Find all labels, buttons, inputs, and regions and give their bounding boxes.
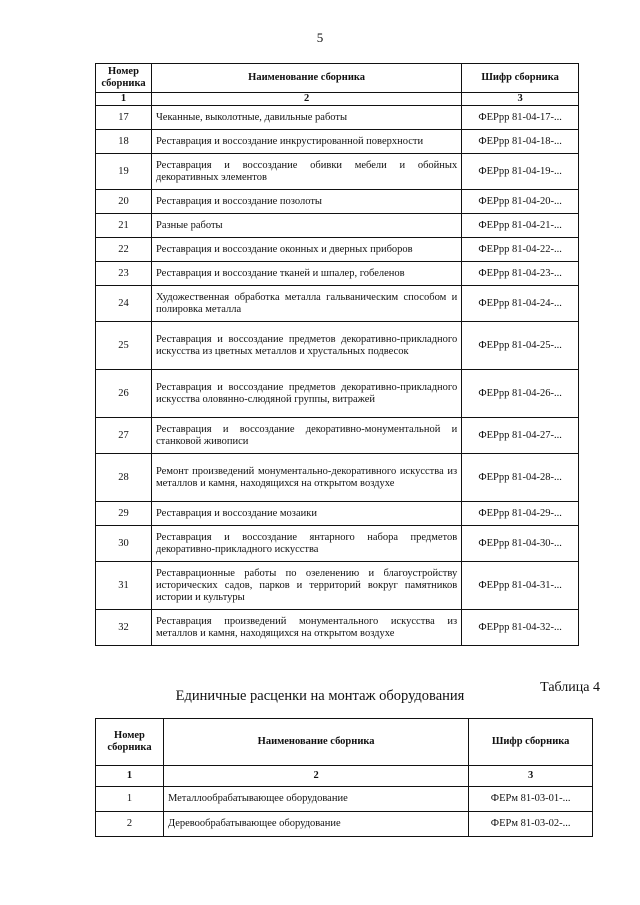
header-number: Номер сборника — [96, 64, 152, 93]
row-name: Художественная обработка металла гальваническим способом и полировка металла — [151, 286, 461, 322]
row-code: ФЕРрр 81-04-25-... — [462, 322, 579, 370]
table-row — [96, 238, 579, 262]
row-code: ФЕРрр 81-04-24-... — [462, 286, 579, 322]
header-code: Шифр сборника — [469, 719, 593, 766]
column-index: 3 — [469, 766, 593, 787]
column-index: 1 — [96, 93, 152, 106]
table-row — [96, 812, 593, 837]
column-index-row — [96, 766, 593, 787]
row-code: ФЕРрр 81-04-19-... — [462, 154, 579, 190]
row-code: ФЕРрр 81-04-32-... — [462, 610, 579, 646]
row-name: Реставрация и воссоздание обивки мебели и обойных декоративных элементов — [151, 154, 461, 190]
row-name: Реставрация и воссоздание предметов декоративно-прикладного искусства оловянно-слюдяной группы, витражей — [151, 370, 461, 418]
row-name: Чеканные, выколотные, давильные работы — [151, 106, 461, 130]
row-code: ФЕРм 81-03-01-... — [469, 787, 593, 812]
row-code: ФЕРрр 81-04-18-... — [462, 130, 579, 154]
table-body — [96, 106, 579, 646]
table-row — [96, 106, 579, 130]
row-number: 17 — [96, 106, 152, 130]
table-row — [96, 286, 579, 322]
row-code: ФЕРрр 81-04-30-... — [462, 526, 579, 562]
row-number: 24 — [96, 286, 152, 322]
row-number: 18 — [96, 130, 152, 154]
collections-table-1 — [95, 63, 579, 646]
row-number: 22 — [96, 238, 152, 262]
table-row — [96, 610, 579, 646]
row-number: 27 — [96, 418, 152, 454]
row-number: 32 — [96, 610, 152, 646]
table-row — [96, 262, 579, 286]
table-header-row — [96, 64, 579, 93]
table-row — [96, 418, 579, 454]
row-code: ФЕРрр 81-04-22-... — [462, 238, 579, 262]
row-number: 1 — [96, 787, 164, 812]
header-name: Наименование сборника — [163, 719, 468, 766]
row-code: ФЕРрр 81-04-17-... — [462, 106, 579, 130]
row-number: 31 — [96, 562, 152, 610]
row-number: 29 — [96, 502, 152, 526]
row-code: ФЕРрр 81-04-31-... — [462, 562, 579, 610]
table-header-row — [96, 719, 593, 766]
table-label: Таблица 4 — [540, 680, 600, 695]
row-code: ФЕРрр 81-04-28-... — [462, 454, 579, 502]
table-body — [96, 787, 593, 837]
row-number: 21 — [96, 214, 152, 238]
row-code: ФЕРрр 81-04-27-... — [462, 418, 579, 454]
row-name: Деревообрабатывающее оборудование — [163, 812, 468, 837]
column-index: 2 — [163, 766, 468, 787]
table-row — [96, 154, 579, 190]
row-name: Реставрация и воссоздание предметов декоративно-прикладного искусства из цветных металлов и хрустальных подвесок — [151, 322, 461, 370]
table-row — [96, 454, 579, 502]
row-name: Реставрация и воссоздание оконных и дверных приборов — [151, 238, 461, 262]
row-code: ФЕРрр 81-04-26-... — [462, 370, 579, 418]
row-name: Реставрация и воссоздание инкрустированной поверхности — [151, 130, 461, 154]
table-row — [96, 526, 579, 562]
row-number: 25 — [96, 322, 152, 370]
table-row — [96, 502, 579, 526]
row-number: 26 — [96, 370, 152, 418]
row-code: ФЕРрр 81-04-29-... — [462, 502, 579, 526]
row-number: 23 — [96, 262, 152, 286]
header-number: Номер сборника — [96, 719, 164, 766]
table-row — [96, 562, 579, 610]
row-name: Реставрация и воссоздание декоративно-монументальной и станковой живописи — [151, 418, 461, 454]
table-row — [96, 370, 579, 418]
row-code: ФЕРм 81-03-02-... — [469, 812, 593, 837]
column-index: 1 — [96, 766, 164, 787]
header-name: Наименование сборника — [151, 64, 461, 93]
page-number: 5 — [316, 30, 324, 45]
row-number: 20 — [96, 190, 152, 214]
row-name: Металлообрабатывающее оборудование — [163, 787, 468, 812]
column-index: 2 — [151, 93, 461, 106]
row-name: Реставрация и воссоздание тканей и шпалер, гобеленов — [151, 262, 461, 286]
row-number: 2 — [96, 812, 164, 837]
row-name: Реставрационные работы по озеленению и благоустройству исторических садов, парков и территорий вокруг памятников истории и культуры — [151, 562, 461, 610]
table-title: Единичные расценки на монтаж оборудования — [175, 688, 465, 704]
column-index-row — [96, 93, 579, 106]
row-code: ФЕРрр 81-04-20-... — [462, 190, 579, 214]
collections-table-2 — [95, 718, 593, 837]
row-number: 19 — [96, 154, 152, 190]
table-row — [96, 214, 579, 238]
row-name: Реставрация и воссоздание мозаики — [151, 502, 461, 526]
column-index: 3 — [462, 93, 579, 106]
table-row — [96, 130, 579, 154]
row-name: Реставрация и воссоздание янтарного набора предметов декоративно-прикладного искусства — [151, 526, 461, 562]
row-code: ФЕРрр 81-04-21-... — [462, 214, 579, 238]
table-row — [96, 322, 579, 370]
row-name: Реставрация и воссоздание позолоты — [151, 190, 461, 214]
header-code: Шифр сборника — [462, 64, 579, 93]
row-name: Ремонт произведений монументально-декоративного искусства из металлов и камня, находящихся на открытом воздухе — [151, 454, 461, 502]
table-row — [96, 190, 579, 214]
table-row — [96, 787, 593, 812]
row-name: Реставрация произведений монументального искусства из металлов и камня, находящихся на открытом воздухе — [151, 610, 461, 646]
row-code: ФЕРрр 81-04-23-... — [462, 262, 579, 286]
row-number: 28 — [96, 454, 152, 502]
row-name: Разные работы — [151, 214, 461, 238]
row-number: 30 — [96, 526, 152, 562]
